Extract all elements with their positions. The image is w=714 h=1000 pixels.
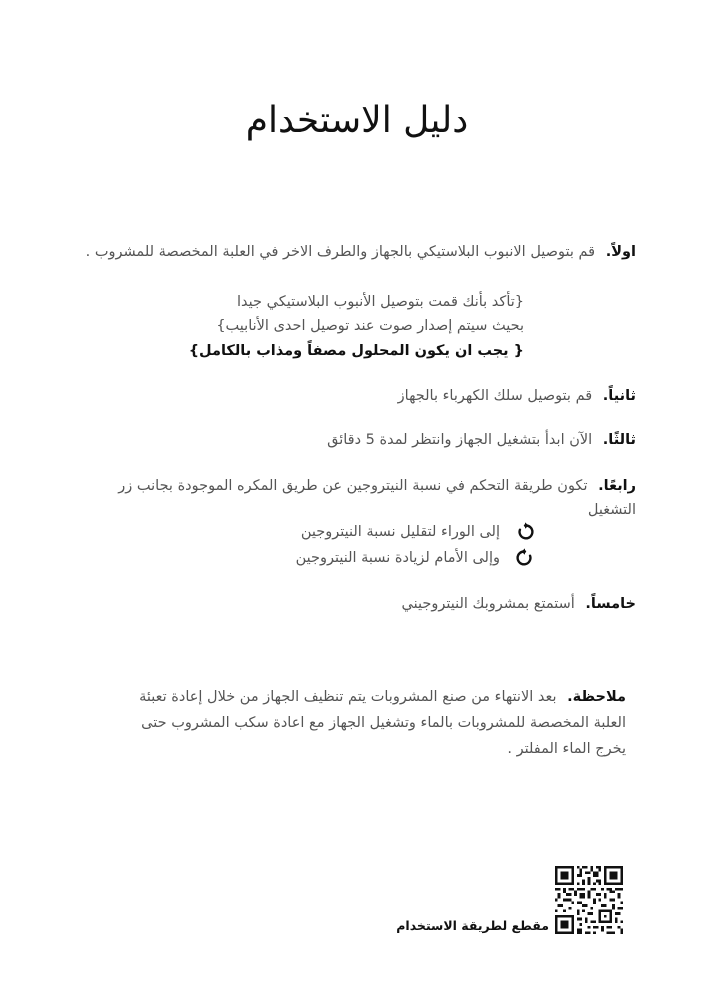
qr-code-icon[interactable] [555, 866, 623, 934]
rotate-clockwise-icon [514, 547, 536, 569]
step-1 [76, 240, 636, 264]
step-1-note-line-3-wrap [104, 339, 524, 363]
step-2-label: ثانياً. [602, 388, 636, 404]
step-5 [76, 592, 636, 616]
step-4-text: تكون طريقة التحكم في نسبة النيتروجين عن طريق المكره الموجودة بجانب زر التشغيل [118, 478, 636, 518]
step-1-note-line-1: {تأكد بأنك قمت بتوصيل الأنبوب البلاستيكي جيدا [237, 294, 524, 310]
step-4-forward-line [296, 546, 536, 570]
note-text: بعد الانتهاء من صنع المشروبات يتم تنظيف الجهاز من خلال إعادة تعبئة العلبة المخصصة للمشروبات بالماء وتشغيل الجهاز مع اعادة سكب المشروب حتى يخرج الماء المفلتر . [139, 689, 626, 757]
rotate-counterclockwise-icon [514, 521, 536, 543]
step-1-note-line-2: بحيث سيتم إصدار صوت عند توصيل احدى الأنابيب} [216, 318, 524, 334]
step-4-back-text: إلى الوراء لتقليل نسبة النيتروجين [300, 524, 500, 540]
step-4-back-line [301, 520, 536, 544]
step-2-text: قم بتوصيل سلك الكهرباء بالجهاز [397, 388, 593, 404]
note-label: ملاحظة. [567, 689, 626, 705]
step-1-note-line-3: { يجب ان يكون المحلول مصفاً ومذاب بالكامل} [188, 343, 524, 359]
step-5-text: أستمتع بمشروبك النيتروجيني [401, 596, 575, 612]
step-5-label: خامساً. [585, 596, 636, 612]
step-4 [106, 474, 636, 522]
step-1-label: اولاً. [605, 244, 636, 260]
step-3-label: ثالثًا. [602, 432, 636, 448]
step-3-text: الآن ابدأ بتشغيل الجهاز وانتظر لمدة 5 دقائق [327, 432, 593, 448]
page-title: دليل الاستخدام [245, 100, 469, 141]
step-3 [76, 428, 636, 452]
step-2 [76, 384, 636, 408]
step-4-label: رابعًا. [598, 478, 636, 494]
note [126, 684, 626, 762]
qr-caption: مقطع لطريقة الاستخدام [396, 918, 549, 933]
step-4-forward-text: وإلى الأمام لزيادة نسبة النيتروجين [295, 550, 500, 566]
step-1-text: قم بتوصيل الانبوب البلاستيكي بالجهاز والطرف الاخر في العلبة المخصصة للمشروب . [85, 244, 596, 260]
